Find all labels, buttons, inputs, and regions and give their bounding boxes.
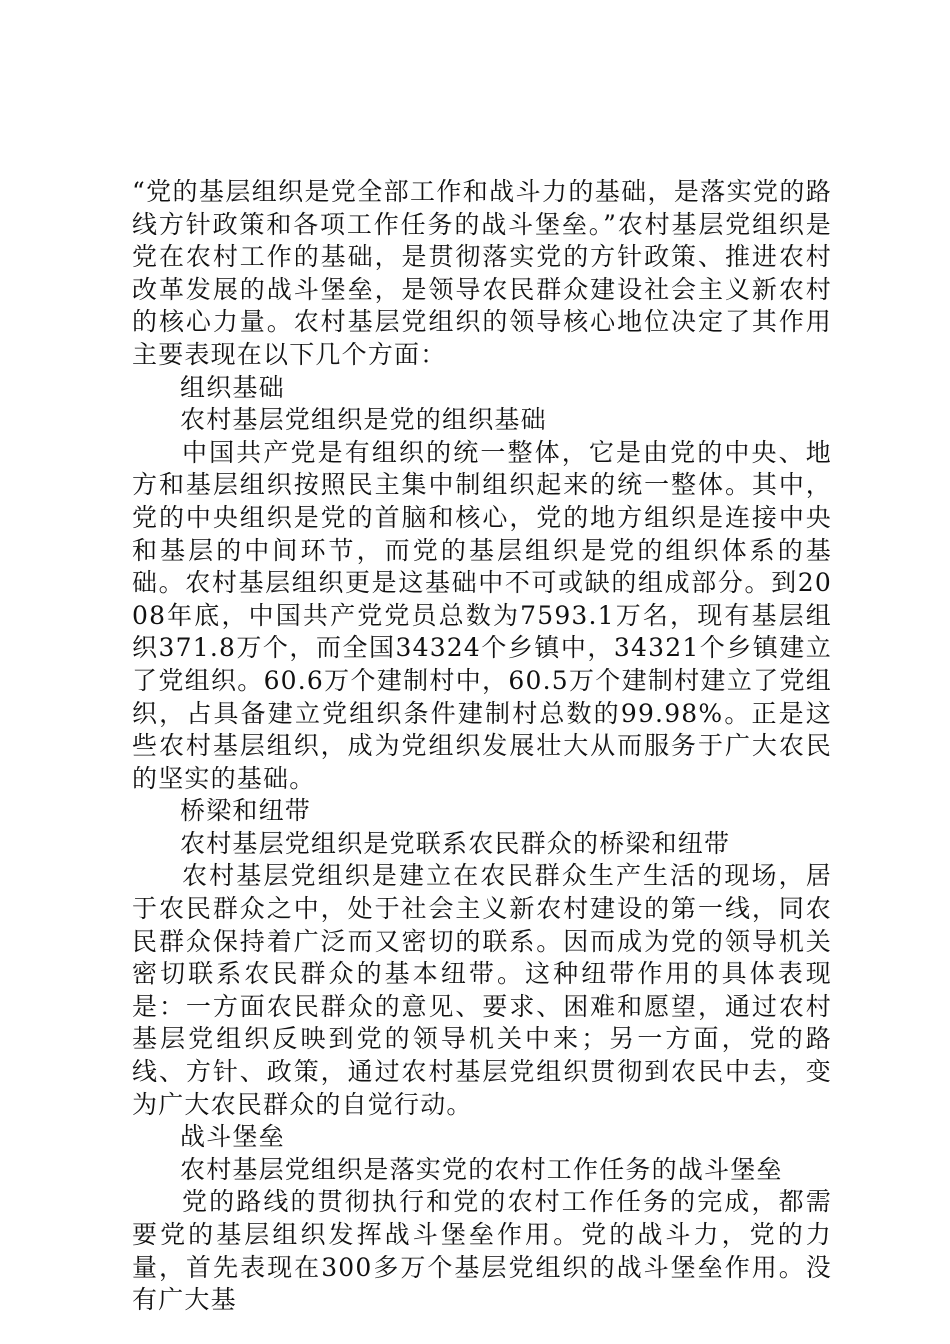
section-heading-organization-foundation: 组织基础: [180, 372, 285, 402]
section-heading-fighting-fortress: 战斗堡垒: [180, 1122, 285, 1152]
subheading-organization-foundation: 农村基层党组织是党的组织基础: [180, 405, 547, 435]
intro-paragraph: “党的基层组织是党全部工作和战斗力的基础，是落实党的路线方针政策和各项工作任务的战斗堡垒。”农村基层党组织是党在农村工作的基础，是贯彻落实党的方针政策、推进农村改革发展的战斗堡垒，是领导农民群众建设社会主义新农村的核心力量。农村基层党组织的领导核心地位决定了其作用主要表现在以下几个方面：: [132, 177, 832, 369]
section-heading-bridge-link: 桥梁和纽带: [180, 796, 312, 826]
subheading-bridge-link: 农村基层党组织是党联系农民群众的桥梁和纽带: [180, 828, 731, 858]
subheading-fighting-fortress: 农村基层党组织是落实党的农村工作任务的战斗堡垒: [180, 1154, 783, 1184]
paragraph-fighting-fortress: 党的路线的贯彻执行和党的农村工作任务的完成，都需要党的基层组织发挥战斗堡垒作用。党的战斗力，党的力量，首先表现在300多万个基层党组织的战斗堡垒作用。没有广大基: [132, 1187, 832, 1315]
paragraph-bridge-link: 农村基层党组织是建立在农民群众生产生活的现场，居于农民群众之中，处于社会主义新农村建设的第一线，同农民群众保持着广泛而又密切的联系。因而成为党的领导机关密切联系农民群众的基本纽带。这种纽带作用的具体表现是：一方面农民群众的意见、要求、困难和愿望，通过农村基层党组织反映到党的领导机关中来；另一方面，党的路线、方针、政策，通过农村基层党组织贯彻到农民中去，变为广大农民群众的自觉行动。: [132, 861, 832, 1119]
paragraph-organization-foundation: 中国共产党是有组织的统一整体，它是由党的中央、地方和基层组织按照民主集中制组织起来的统一整体。其中，党的中央组织是党的首脑和核心，党的地方组织是连接中央和基层的中间环节，而党的基层组织是党的组织体系的基础。农村基层组织更是这基础中不可或缺的组成部分。到2008年底，中国共产党党员总数为7593.1万名，现有基层组织371.8万个，而全国34324个乡镇中，34321个乡镇建立了党组织。60.6万个建制村中，60.5万个建制村建立了党组织，占具备建立党组织条件建制村总数的99.98%。正是这些农村基层组织，成为党组织发展壮大从而服务于广大农民的坚实的基础。: [132, 437, 832, 793]
document-body: [132, 176, 832, 1317]
